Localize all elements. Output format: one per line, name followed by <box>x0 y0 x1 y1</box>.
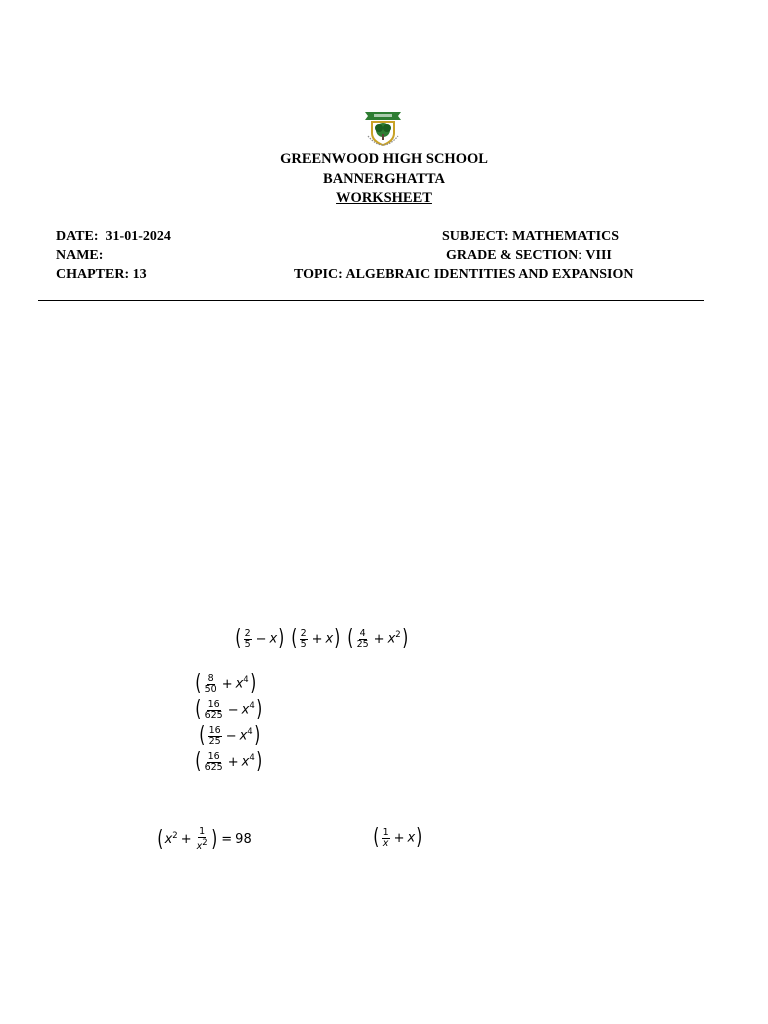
document-type: WORKSHEET <box>336 190 432 206</box>
option-2: ( $\frac{16}{625}$ − $x^4$) <box>195 697 263 722</box>
date-line <box>56 229 171 245</box>
subject-label: SUBJECT: <box>442 229 509 244</box>
school-name: GREENWOOD HIGH SCHOOL <box>280 151 488 167</box>
chapter-label: CHAPTER: <box>56 267 130 282</box>
name-label: NAME: <box>56 248 104 263</box>
topic-value: ALGEBRAIC IDENTITIES AND EXPANSION <box>345 267 634 282</box>
topic-line <box>294 267 633 283</box>
date-value: 31-01-2024 <box>105 229 171 244</box>
option-4: ( $\frac{16}{625}$ + $x^4$) <box>195 749 263 774</box>
option-3: ( $\frac{16}{25}$ − $x^4$) <box>199 723 261 748</box>
question-expression: ( $\frac{2}{5}$ − x) ( $\frac{2}{5}$ + x) ( $\frac{4}{25}$ + $x^2$) <box>235 626 408 651</box>
chapter-value: 13 <box>132 267 147 282</box>
subject-value: MATHEMATICS <box>512 229 619 244</box>
option-1: ( $\frac{8}{50}$ + $x^4$) <box>195 671 257 696</box>
school-location: BANNERGHATTA <box>323 171 445 187</box>
subject-line <box>442 229 619 245</box>
grade-value: VIII <box>585 248 612 263</box>
grade-line: GRADE & SECTION: VIII <box>446 248 612 263</box>
school-crest-logo <box>360 106 406 150</box>
header-divider <box>38 300 704 301</box>
topic-label: TOPIC: <box>294 267 343 282</box>
grade-label: GRADE & SECTION <box>446 248 579 263</box>
given-equation: ($x^2$ + $\frac{1}{x^2}$ ) = 98 <box>157 826 252 853</box>
chapter-line <box>56 267 147 283</box>
date-label: DATE: <box>56 229 99 244</box>
find-expression: ( $\frac{1}{x}$ + x) <box>373 825 423 850</box>
